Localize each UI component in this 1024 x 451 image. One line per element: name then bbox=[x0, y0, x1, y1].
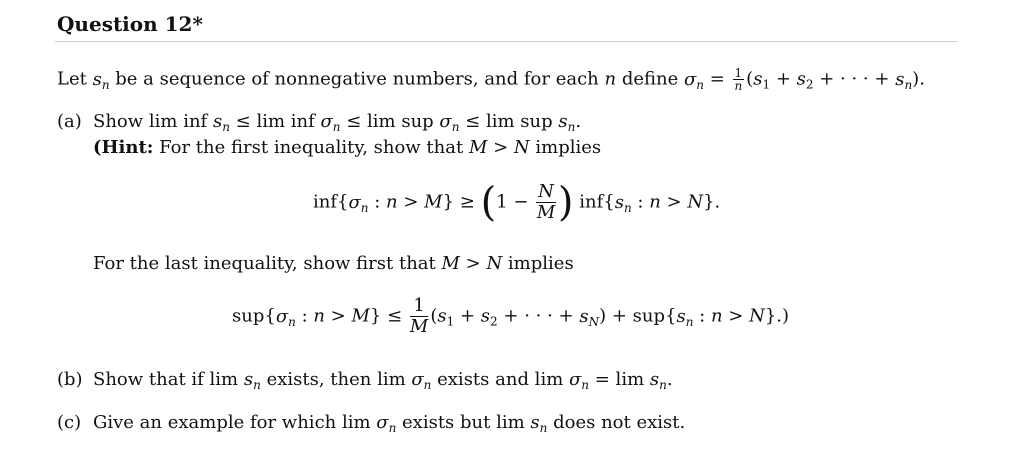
part-a-label: (a) bbox=[57, 111, 82, 132]
equation-1: $inf\{\sigma_n$ : n > M} ≥ (1 − $\frac{N}{M}$ ) $inf\{s_n$ : n > N}. bbox=[313, 179, 721, 226]
intro-text: Let $s_n$ be a sequence of nonnegative numbers, and for each n define $\sigma_n$ = $\frac{1}{n}$ ($s_1 + s_2$ + · · · + $s_n$). bbox=[57, 66, 925, 93]
part-b-label: (b) bbox=[57, 369, 83, 390]
hint-label: (Hint: bbox=[93, 137, 154, 158]
hint-line: (Hint: For the first inequality, show that M > N implies bbox=[93, 137, 602, 158]
part-c-label: (c) bbox=[57, 412, 82, 433]
part-b-text: Show that if $\lim s_n$ exists, then $\lim \sigma_n$ exists and $\lim \sigma_n = \lim s_n$. bbox=[93, 369, 673, 392]
title-divider bbox=[55, 41, 958, 42]
last-inequality-text: For the last inequality, show first that M > N implies bbox=[93, 253, 574, 274]
question-title: Question 12* bbox=[57, 12, 203, 36]
part-a-statement: Show lim inf $s_n \le \lim$ inf $\sigma_n \le \lim$ sup $\sigma_n \le \lim$ sup $s_n$. bbox=[93, 111, 582, 134]
part-c-text: Give an example for which $\lim \sigma_n$ exists but $\lim s_n$ does not exist. bbox=[93, 412, 686, 435]
equation-2: $sup\{\sigma_n$ : n > M} ≤ $\frac{1}{M}$ ($s_1 + s_2$ + · · · + $s_N) + sup\{s_n$ : n > N}.) bbox=[232, 295, 790, 337]
